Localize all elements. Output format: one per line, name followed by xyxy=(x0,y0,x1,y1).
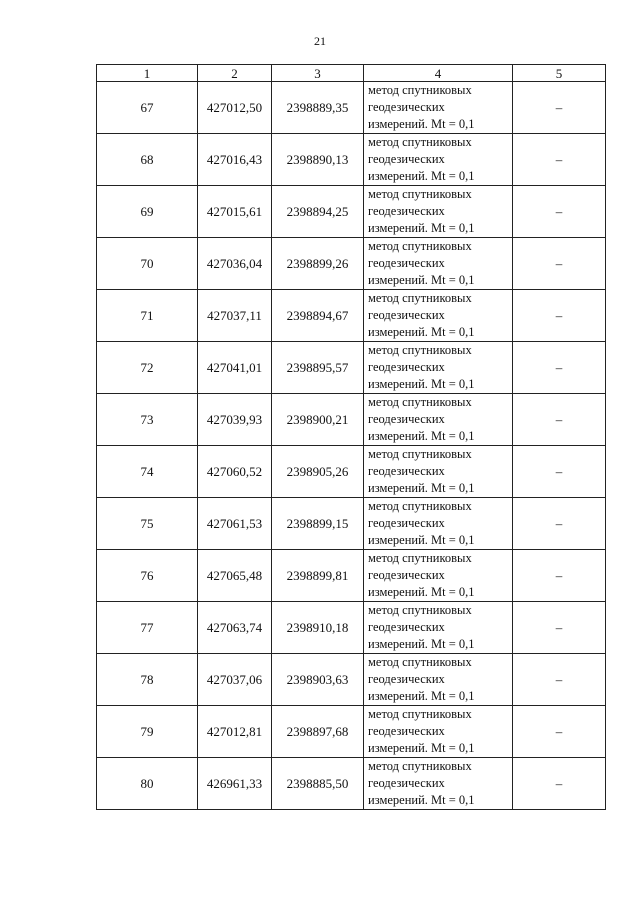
point-number-cell: 71 xyxy=(97,290,198,342)
coordinate-x-cell: 427012,81 xyxy=(198,706,272,758)
table-row xyxy=(97,186,606,238)
coordinate-x-cell: 426961,33 xyxy=(198,758,272,810)
note-cell: – xyxy=(513,550,606,602)
method-text-line: измерений. Mt = 0,1 xyxy=(368,637,475,651)
method-cell xyxy=(364,706,513,758)
method-text-line: геодезических xyxy=(368,360,445,374)
point-number-cell: 76 xyxy=(97,550,198,602)
table-row xyxy=(97,706,606,758)
method-text-line: геодезических xyxy=(368,464,445,478)
method-text-line: метод спутниковых xyxy=(368,551,472,565)
method-cell xyxy=(364,134,513,186)
method-cell xyxy=(364,602,513,654)
method-text-line: геодезических xyxy=(368,308,445,322)
method-cell xyxy=(364,758,513,810)
method-text-line: измерений. Mt = 0,1 xyxy=(368,221,475,235)
method-text-line: метод спутниковых xyxy=(368,239,472,253)
coordinate-x-cell: 427039,93 xyxy=(198,394,272,446)
table-row xyxy=(97,238,606,290)
note-cell: – xyxy=(513,706,606,758)
method-text-line: измерений. Mt = 0,1 xyxy=(368,533,475,547)
coordinate-x-cell: 427016,43 xyxy=(198,134,272,186)
note-cell: – xyxy=(513,654,606,706)
point-number-cell: 80 xyxy=(97,758,198,810)
coordinate-y-cell: 2398894,67 xyxy=(272,290,364,342)
method-text-line: метод спутниковых xyxy=(368,343,472,357)
method-text-line: геодезических xyxy=(368,412,445,426)
method-cell xyxy=(364,238,513,290)
method-text-line: измерений. Mt = 0,1 xyxy=(368,793,475,807)
coordinate-x-cell: 427061,53 xyxy=(198,498,272,550)
table-row xyxy=(97,498,606,550)
method-cell xyxy=(364,342,513,394)
method-cell xyxy=(364,498,513,550)
method-text-line: метод спутниковых xyxy=(368,655,472,669)
table-row xyxy=(97,446,606,498)
method-text-line: метод спутниковых xyxy=(368,603,472,617)
note-cell: – xyxy=(513,238,606,290)
coordinate-y-cell: 2398899,15 xyxy=(272,498,364,550)
method-cell xyxy=(364,394,513,446)
column-header-5: 5 xyxy=(513,65,606,82)
note-cell: – xyxy=(513,290,606,342)
column-header-4: 4 xyxy=(364,65,513,82)
coordinate-y-cell: 2398885,50 xyxy=(272,758,364,810)
note-cell: – xyxy=(513,134,606,186)
method-text-line: метод спутниковых xyxy=(368,759,472,773)
method-cell xyxy=(364,82,513,134)
table-row xyxy=(97,602,606,654)
method-text-line: измерений. Mt = 0,1 xyxy=(368,117,475,131)
coordinate-y-cell: 2398900,21 xyxy=(272,394,364,446)
method-text-line: метод спутниковых xyxy=(368,187,472,201)
method-cell xyxy=(364,290,513,342)
coordinate-y-cell: 2398894,25 xyxy=(272,186,364,238)
method-text-line: измерений. Mt = 0,1 xyxy=(368,585,475,599)
method-text-line: измерений. Mt = 0,1 xyxy=(368,377,475,391)
note-cell: – xyxy=(513,498,606,550)
note-cell: – xyxy=(513,394,606,446)
coordinates-table xyxy=(96,64,606,810)
coordinate-x-cell: 427012,50 xyxy=(198,82,272,134)
method-text-line: геодезических xyxy=(368,516,445,530)
table-row xyxy=(97,758,606,810)
column-header-3: 3 xyxy=(272,65,364,82)
table-row xyxy=(97,654,606,706)
point-number-cell: 70 xyxy=(97,238,198,290)
method-text-line: геодезических xyxy=(368,672,445,686)
method-text-line: метод спутниковых xyxy=(368,135,472,149)
method-cell xyxy=(364,186,513,238)
method-text-line: измерений. Mt = 0,1 xyxy=(368,689,475,703)
coordinate-x-cell: 427063,74 xyxy=(198,602,272,654)
table-row xyxy=(97,342,606,394)
point-number-cell: 74 xyxy=(97,446,198,498)
point-number-cell: 77 xyxy=(97,602,198,654)
note-cell: – xyxy=(513,758,606,810)
method-text-line: измерений. Mt = 0,1 xyxy=(368,325,475,339)
point-number-cell: 69 xyxy=(97,186,198,238)
coordinate-x-cell: 427065,48 xyxy=(198,550,272,602)
method-text-line: измерений. Mt = 0,1 xyxy=(368,429,475,443)
method-cell xyxy=(364,550,513,602)
method-text-line: геодезических xyxy=(368,204,445,218)
coordinate-x-cell: 427060,52 xyxy=(198,446,272,498)
note-cell: – xyxy=(513,82,606,134)
method-text-line: метод спутниковых xyxy=(368,291,472,305)
point-number-cell: 72 xyxy=(97,342,198,394)
coordinate-x-cell: 427037,11 xyxy=(198,290,272,342)
coordinate-y-cell: 2398890,13 xyxy=(272,134,364,186)
coordinate-x-cell: 427037,06 xyxy=(198,654,272,706)
point-number-cell: 79 xyxy=(97,706,198,758)
point-number-cell: 73 xyxy=(97,394,198,446)
method-text-line: измерений. Mt = 0,1 xyxy=(368,481,475,495)
coordinate-x-cell: 427015,61 xyxy=(198,186,272,238)
column-header-1: 1 xyxy=(97,65,198,82)
coordinate-y-cell: 2398899,26 xyxy=(272,238,364,290)
header-row xyxy=(97,65,606,82)
column-header-2: 2 xyxy=(198,65,272,82)
method-text-line: измерений. Mt = 0,1 xyxy=(368,273,475,287)
table-row xyxy=(97,134,606,186)
table-body xyxy=(97,82,606,810)
point-number-cell: 78 xyxy=(97,654,198,706)
table-header xyxy=(97,65,606,82)
method-text-line: геодезических xyxy=(368,100,445,114)
point-number-cell: 67 xyxy=(97,82,198,134)
method-text-line: измерений. Mt = 0,1 xyxy=(368,169,475,183)
table-row xyxy=(97,290,606,342)
point-number-cell: 75 xyxy=(97,498,198,550)
coordinate-x-cell: 427036,04 xyxy=(198,238,272,290)
method-cell xyxy=(364,654,513,706)
method-text-line: геодезических xyxy=(368,568,445,582)
point-number-cell: 68 xyxy=(97,134,198,186)
coordinate-y-cell: 2398910,18 xyxy=(272,602,364,654)
method-text-line: геодезических xyxy=(368,256,445,270)
coordinate-y-cell: 2398903,63 xyxy=(272,654,364,706)
method-text-line: метод спутниковых xyxy=(368,499,472,513)
table-row xyxy=(97,550,606,602)
coordinate-y-cell: 2398905,26 xyxy=(272,446,364,498)
note-cell: – xyxy=(513,446,606,498)
method-text-line: метод спутниковых xyxy=(368,447,472,461)
method-text-line: геодезических xyxy=(368,152,445,166)
note-cell: – xyxy=(513,342,606,394)
method-text-line: метод спутниковых xyxy=(368,707,472,721)
coordinate-y-cell: 2398895,57 xyxy=(272,342,364,394)
method-text-line: геодезических xyxy=(368,724,445,738)
coordinate-y-cell: 2398899,81 xyxy=(272,550,364,602)
coordinate-x-cell: 427041,01 xyxy=(198,342,272,394)
method-text-line: измерений. Mt = 0,1 xyxy=(368,741,475,755)
method-text-line: геодезических xyxy=(368,776,445,790)
method-cell xyxy=(364,446,513,498)
table-row xyxy=(97,82,606,134)
method-text-line: геодезических xyxy=(368,620,445,634)
coordinate-y-cell: 2398897,68 xyxy=(272,706,364,758)
note-cell: – xyxy=(513,602,606,654)
table-row xyxy=(97,394,606,446)
method-text-line: метод спутниковых xyxy=(368,83,472,97)
note-cell: – xyxy=(513,186,606,238)
coordinate-y-cell: 2398889,35 xyxy=(272,82,364,134)
page-number: 21 xyxy=(314,34,326,48)
method-text-line: метод спутниковых xyxy=(368,395,472,409)
